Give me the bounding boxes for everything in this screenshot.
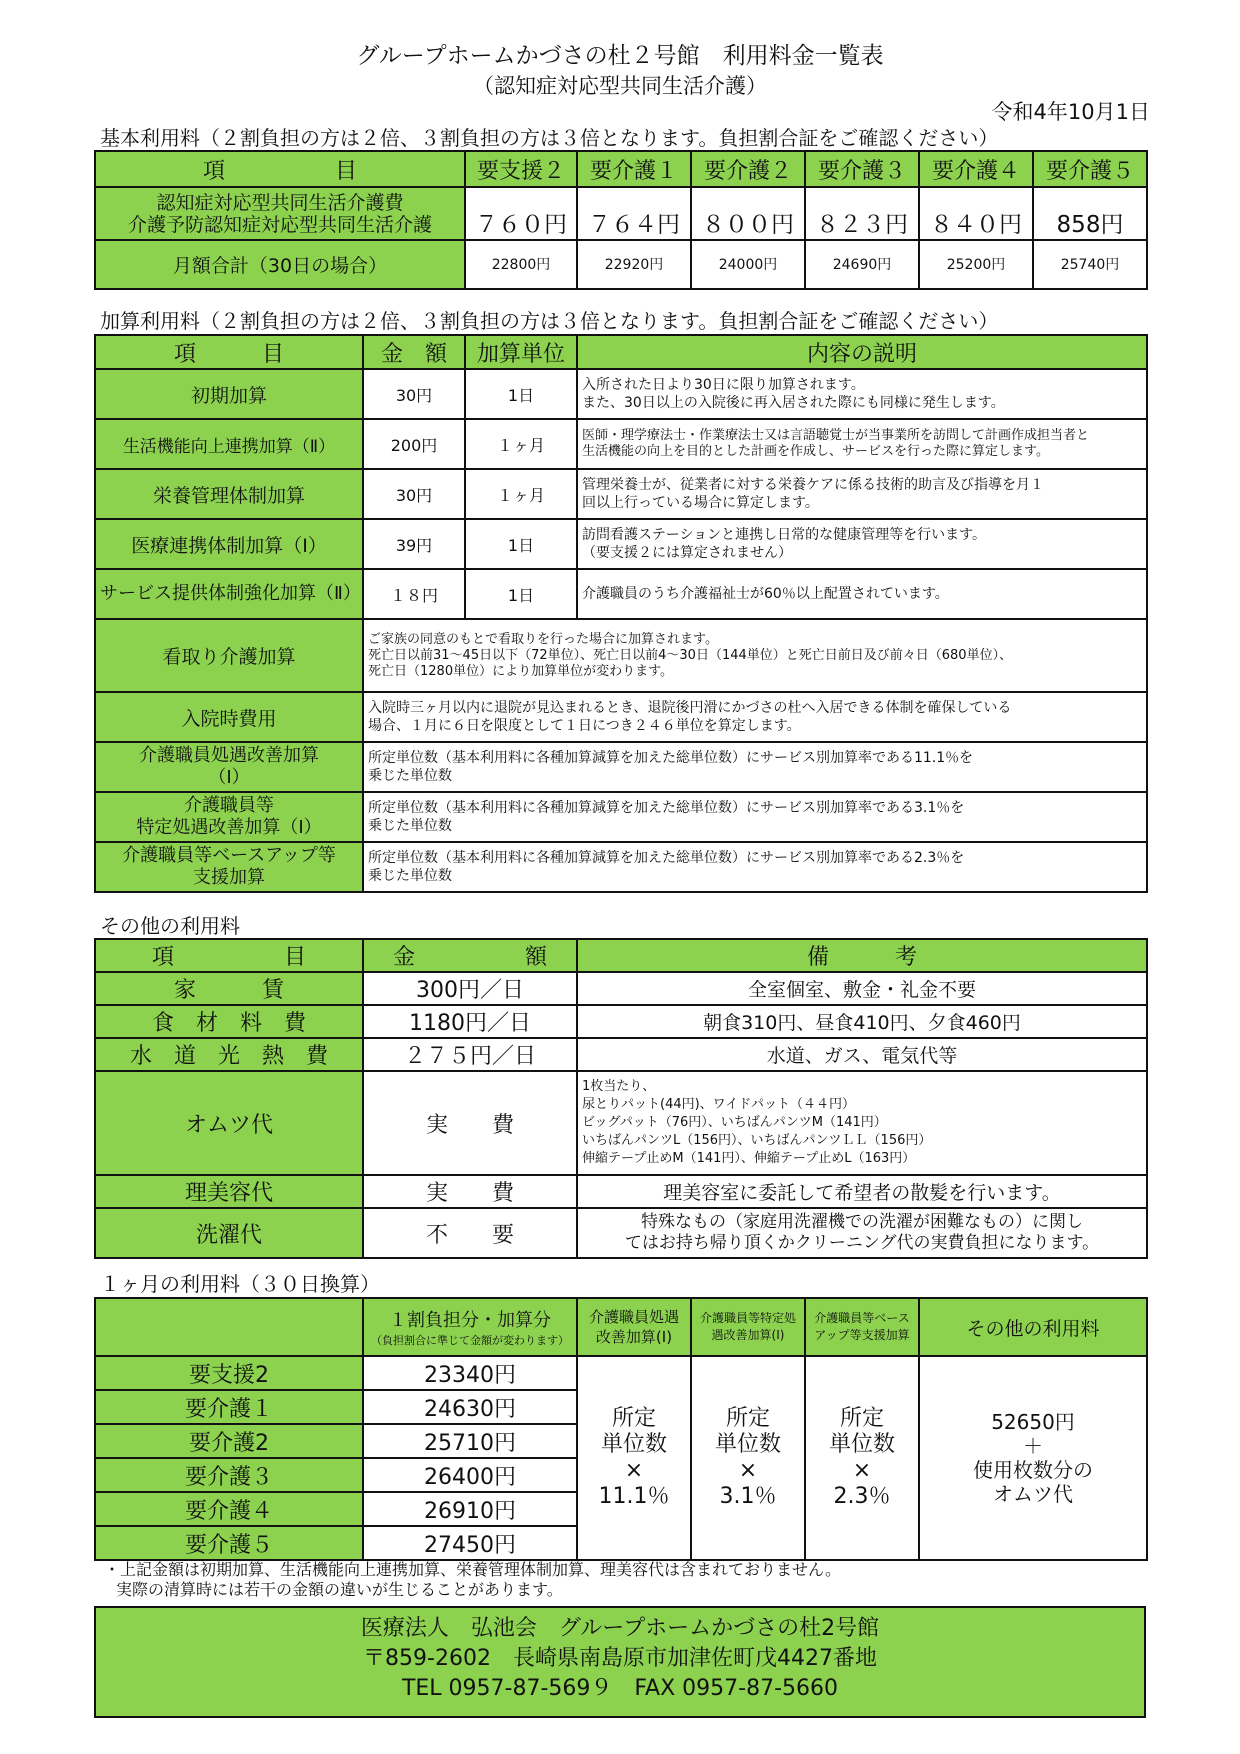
col-amount: 金 額 [363,335,465,369]
addon-amount: １８円 [363,569,465,619]
blank-header [95,1298,363,1356]
addon-name: 介護職員等ベースアップ等 支援加算 [95,842,363,892]
col-tokutei: 介護職員等特定処 遇改善加算(Ⅰ) [691,1298,805,1356]
monthly-total-label: 月額合計（30日の場合） [95,240,465,289]
daily-price: ８４０円 [919,187,1033,240]
tokutei-formula: 所定 単位数 × 3.1％ [691,1356,805,1560]
basic-row-label: 認知症対応型共同生活介護費 介護予防認知症対応型共同生活介護 [95,187,465,240]
level-header: 要支援２ [465,151,577,187]
level-amount: 25710円 [363,1424,577,1458]
col-note: 備 考 [577,939,1147,972]
addon-unit: １ヶ月 [465,469,577,519]
addon-name: 栄養管理体制加算 [95,469,363,519]
addon-amount: 200円 [363,419,465,469]
addon-name: 入院時費用 [95,692,363,742]
col-item: 項 目 [95,335,363,369]
other-note: 朝食310円、昼食410円、夕食460円 [577,1005,1147,1038]
monthly-total: 24000円 [691,240,805,289]
level-header: 要介護１ [577,151,691,187]
level-header: 要介護５ [1033,151,1147,187]
shogu-formula: 所定 単位数 × 11.1％ [577,1356,691,1560]
daily-price: 858円 [1033,187,1147,240]
addon-amount: 30円 [363,469,465,519]
addon-name: 看取り介護加算 [95,619,363,692]
monthly-fee-table [94,1297,1148,1561]
other-name: 水 道 光 熱 費 [95,1038,363,1071]
other-name: 理美容代 [95,1175,363,1208]
addon-desc: 所定単位数（基本利用料に各種加算減算を加えた総単位数）にサービス別加算率である2.3％を 乗じた単位数 [363,842,1147,892]
level-amount: 23340円 [363,1356,577,1390]
level-label: 要介護３ [95,1458,363,1492]
addon-name: 介護職員等 特定処遇改善加算（Ⅰ） [95,792,363,842]
addon-name: 生活機能向上連携加算（Ⅱ） [95,419,363,469]
other-note: 特殊なもの（家庭用洗濯機での洗濯が困難なもの）に関し てはお持ち帰り頂くかクリーニング代の実費負担になります。 [577,1208,1147,1258]
other-note: 全室個室、敷金・礼金不要 [577,972,1147,1005]
other-heading: その他の利用料 [100,914,240,938]
addon-desc: 入院時三ヶ月以内に退院が見込まれるとき、退院後円滑にかづさの杜へ入居できる体制を確保している 場合、１月に６日を限度として１日につき２４６単位を算定します。 [363,692,1147,742]
daily-price: ８００円 [691,187,805,240]
other-name: 洗濯代 [95,1208,363,1258]
page-subtitle: （認知症対応型共同生活介護） [473,74,767,98]
monthly-heading: １ヶ月の利用料（３０日換算） [100,1272,380,1296]
issue-date: 令和4年10月1日 [991,100,1150,124]
diaper-price-list: 1枚当たり、 尿とりパット(44円)、ワイドパット（４４円） ビッグパット（76円）、いちばんパンツM（141円） いちばんパンツL（156円）、いちばんパンツＬＬ（156円） 伸縮テープ止めM（141円）、伸縮テープ止めL（163円） [577,1071,1147,1175]
level-label: 要介護５ [95,1526,363,1560]
addon-desc: 医師・理学療法士・作業療法士又は言語聴覚士が当事業所を訪問して計画作成担当者と 生活機能の向上を目的とした計画を作成し、サービスを行った際に算定します。 [577,419,1147,469]
footer-contact [94,1606,1146,1718]
level-label: 要介護2 [95,1424,363,1458]
monthly-total: 22800円 [465,240,577,289]
footnote: ・上記金額は初期加算、生活機能向上連携加算、栄養管理体制加算、理美容代は含まれておりません。 実際の清算時には若干の金額の違いが生じることがあります。 [104,1560,841,1599]
level-amount: 24630円 [363,1390,577,1424]
addon-unit: １ヶ月 [465,419,577,469]
other-amount: ２７５円／日 [363,1038,577,1071]
other-amount: 実 費 [363,1175,577,1208]
addon-desc: 訪問看護ステーションと連携し日常的な健康管理等を行います。 （要支援２には算定されません） [577,519,1147,569]
addon-desc: 所定単位数（基本利用料に各種加算減算を加えた総単位数）にサービス別加算率である3.1％を 乗じた単位数 [363,792,1147,842]
col-unit: 加算単位 [465,335,577,369]
addon-unit: 1日 [465,519,577,569]
addon-name: 初期加算 [95,369,363,419]
basic-fee-table [94,150,1148,290]
page-title: グループホームかづさの杜２号館 利用料金一覧表 [356,43,884,69]
other-name: 食 材 料 費 [95,1005,363,1038]
addon-unit: 1日 [465,369,577,419]
daily-price: ７６０円 [465,187,577,240]
addon-desc: 介護職員のうち介護福祉士が60％以上配置されています。 [577,569,1147,619]
addon-amount: 30円 [363,369,465,419]
addon-heading: 加算利用料（２割負担の方は２倍、３割負担の方は３倍となります。負担割合証をご確認ください） [100,309,999,333]
col-desc: 内容の説明 [577,335,1147,369]
addon-desc: 入所された日より30日に限り加算されます。 また、30日以上の入院後に再入居された際にも同様に発生します。 [577,369,1147,419]
phone-fax: TEL 0957-87-569９ FAX 0957-87-5660 [401,1676,839,1701]
col-other: その他の利用料 [919,1298,1147,1356]
daily-price: ８２３円 [805,187,919,240]
monthly-total: 24690円 [805,240,919,289]
other-name: オムツ代 [95,1071,363,1175]
other-fee-table [94,938,1148,1259]
addon-amount: 39円 [363,519,465,569]
col-item: 項 目 [95,939,363,972]
col-base: 介護職員等ベース アップ等支援加算 [805,1298,919,1356]
level-label: 要介護１ [95,1390,363,1424]
base-formula: 所定 単位数 × 2.3％ [805,1356,919,1560]
addon-unit: 1日 [465,569,577,619]
col-shogu: 介護職員処遇 改善加算(Ⅰ) [577,1298,691,1356]
level-amount: 26910円 [363,1492,577,1526]
org-name: 医療法人 弘池会 グループホームかづさの杜2号館 [360,1616,880,1641]
level-header: 要介護２ [691,151,805,187]
monthly-total: 22920円 [577,240,691,289]
other-amount: 実 費 [363,1071,577,1175]
monthly-total: 25200円 [919,240,1033,289]
daily-price: ７６４円 [577,187,691,240]
level-header: 要介護４ [919,151,1033,187]
col-share: １割負担分・加算分 （負担割合に準じて金額が変わります） [363,1298,577,1356]
other-name: 家 賃 [95,972,363,1005]
level-label: 要支援2 [95,1356,363,1390]
level-amount: 26400円 [363,1458,577,1492]
other-amount: 1180円／日 [363,1005,577,1038]
other-amount: 不 要 [363,1208,577,1258]
level-label: 要介護４ [95,1492,363,1526]
addon-desc: 管理栄養士が、従業者に対する栄養ケアに係る技術的助言及び指導を月１ 回以上行っている場合に算定します。 [577,469,1147,519]
other-note: 水道、ガス、電気代等 [577,1038,1147,1071]
addon-name: サービス提供体制強化加算（Ⅱ） [95,569,363,619]
address: 〒859-2602 長崎県南島原市加津佐町戊4427番地 [363,1646,877,1671]
level-header: 要介護３ [805,151,919,187]
other-total: 52650円 ＋ 使用枚数分の オムツ代 [919,1356,1147,1560]
addon-desc: 所定単位数（基本利用料に各種加算減算を加えた総単位数）にサービス別加算率である11.1％を 乗じた単位数 [363,742,1147,792]
addon-name: 医療連携体制加算（Ⅰ） [95,519,363,569]
col-item: 項 目 [95,151,465,187]
other-amount: 300円／日 [363,972,577,1005]
col-amount: 金 額 [363,939,577,972]
addon-desc: ご家族の同意のもとで看取りを行った場合に加算されます。 死亡日以前31～45日以下（72単位）、死亡日以前4～30日（144単位）と死亡日前日及び前々日（680単位）、 死亡日（1280単位）により加算単位が変わります。 [363,619,1147,692]
level-amount: 27450円 [363,1526,577,1560]
addon-fee-table [94,334,1148,893]
monthly-total: 25740円 [1033,240,1147,289]
addon-name: 介護職員処遇改善加算 （Ⅰ） [95,742,363,792]
basic-heading: 基本利用料（２割負担の方は２倍、３割負担の方は３倍となります。負担割合証をご確認ください） [100,126,999,150]
other-note: 理美容室に委託して希望者の散髪を行います。 [577,1175,1147,1208]
